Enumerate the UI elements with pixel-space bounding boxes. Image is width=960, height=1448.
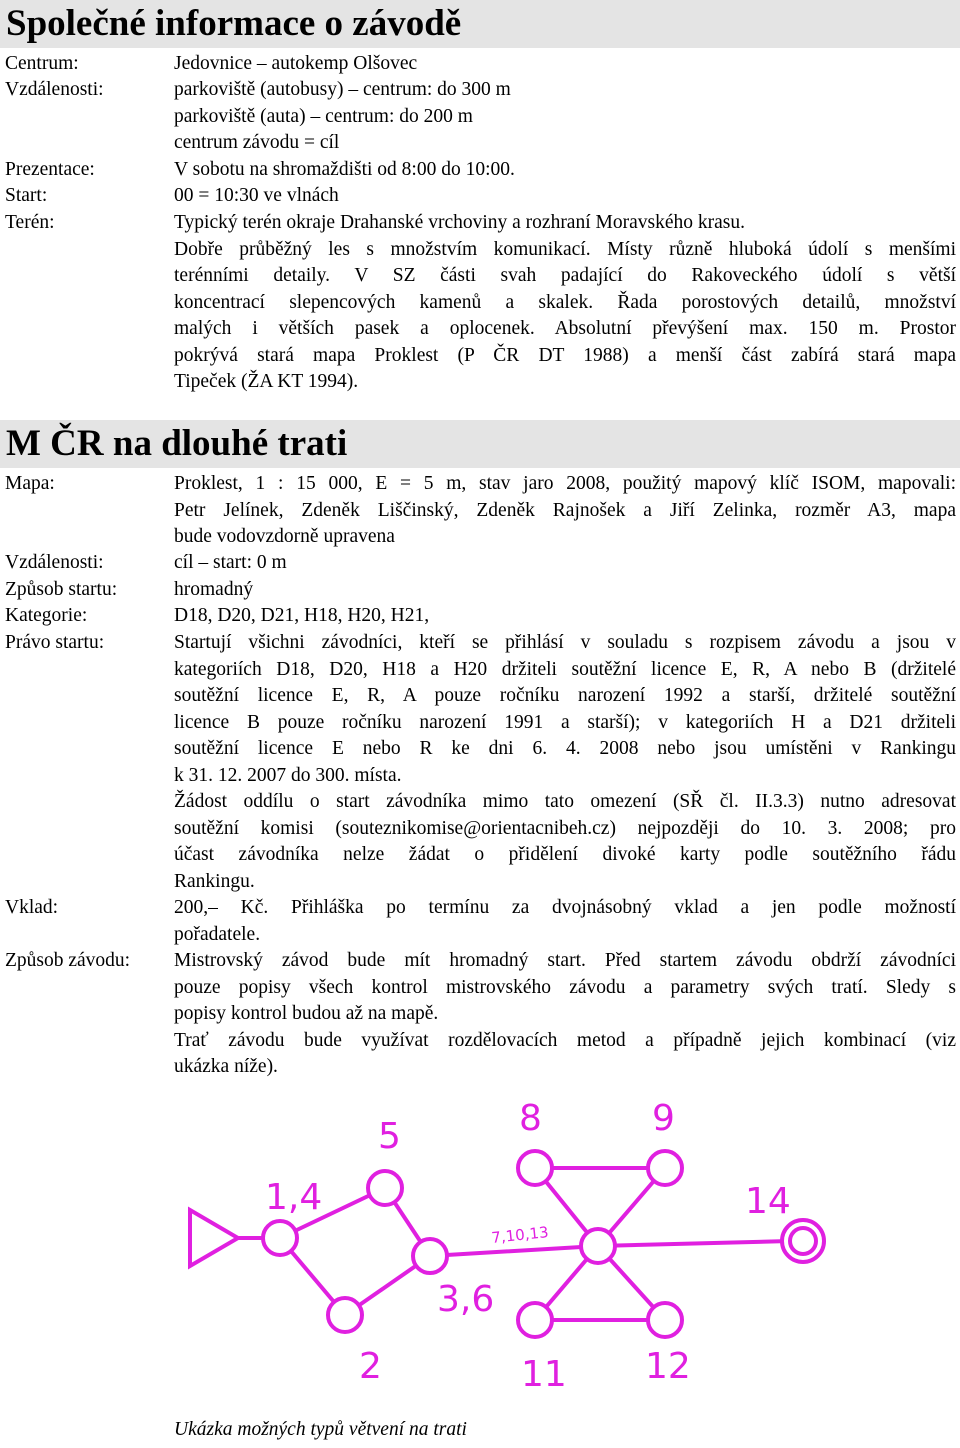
- text-line: Petr Jelínek, Zdeněk Liščinský, Zdeněk Rajnošek a Jiří Zelinka, rozměr A3, mapa: [174, 499, 956, 521]
- label-zpusob-startu: Způsob startu:: [5, 579, 118, 600]
- label-control-9: 9: [652, 1098, 675, 1139]
- text-line: pořadatele.: [174, 923, 261, 945]
- value-start: [174, 183, 956, 210]
- value-prezentace: [174, 157, 956, 184]
- text-line: Dobře průběžný les s množstvím komunikací. Místy různě hluboká údolí s menšími: [174, 238, 956, 260]
- edge-c36-c71013: [430, 1246, 598, 1256]
- section-heading-mcr: M ČR na dlouhé trati: [0, 420, 960, 468]
- control-7-10-13: [581, 1229, 615, 1263]
- text-line: ukázka níže).: [174, 1056, 278, 1077]
- label-pravo-startu: Právo startu:: [5, 632, 105, 653]
- text-line: k 31. 12. 2007 do 300. místa.: [174, 764, 402, 786]
- control-11: [518, 1303, 552, 1337]
- text-line: cíl – start: 0 m: [174, 552, 287, 573]
- label-vzdalenosti: Vzdálenosti:: [5, 79, 104, 100]
- label-control-12: 12: [645, 1346, 691, 1387]
- value-pravo-startu: [174, 630, 956, 895]
- text-line: centrum závodu = cíl: [174, 132, 340, 153]
- label-mapa: Mapa:: [5, 473, 55, 494]
- value-zpusob-startu: [174, 577, 956, 604]
- control-3-6: [413, 1239, 447, 1273]
- text-line: soutěžní licence E nebo R ke dni 6. 4. 2008 nebo jsou umístěni v Rankingu: [174, 738, 956, 759]
- text-line: V sobotu na shromaždišti od 8:00 do 10:00.: [174, 159, 515, 180]
- diagram-caption: Ukázka možných typů větvení na trati: [174, 1419, 467, 1440]
- text-line: D18, D20, D21, H18, H20, H21,: [174, 605, 430, 626]
- label-control-5: 5: [378, 1116, 401, 1157]
- value-kategorie: [174, 603, 956, 630]
- label-control-2: 2: [359, 1346, 382, 1387]
- control-9: [648, 1151, 682, 1185]
- label-zpusob-zavodu: Způsob závodu:: [5, 950, 131, 971]
- course-branching-diagram: [0, 1090, 960, 1410]
- finish-inner-circle: [790, 1228, 816, 1254]
- text-line: Žádost oddílu o start závodníka mimo tato omezení (SŘ čl. II.3.3) nutno adresovat: [174, 791, 956, 812]
- text-line: parkoviště (auta) – centrum: do 200 m: [174, 105, 473, 127]
- label-vzdalenosti-2: Vzdálenosti:: [5, 552, 104, 573]
- control-8: [518, 1151, 552, 1185]
- text-line: pokrývá stará mapa Proklest (P ČR DT 1988) a menší část zabírá stará mapa: [174, 344, 956, 366]
- label-start: Start:: [5, 185, 48, 206]
- text-line: soutěžní licence E, R, A pouze ročníku narození 1992 a starší, držitelé soutěžní: [174, 685, 956, 706]
- text-line: Jedovnice – autokemp Olšovec: [174, 53, 418, 74]
- label-vklad: Vklad:: [5, 897, 59, 918]
- label-teren: Terén:: [5, 212, 55, 233]
- text-line: Tipeček (ŽA KT 1994).: [174, 371, 359, 392]
- text-line: Proklest, 1 : 15 000, E = 5 m, stav jaro 2008, použitý mapový klíč ISOM, mapovali:: [174, 473, 956, 494]
- text-line: Mistrovský závod bude mít hromadný start. Před startem závodu obdrží závodníci: [174, 950, 956, 971]
- text-line: Trať závodu bude využívat rozdělovacích metod a případně jejich kombinací (viz: [174, 1029, 956, 1051]
- label-centrum: Centrum:: [5, 53, 79, 74]
- label-control-3-6: 3,6: [437, 1279, 495, 1320]
- text-line: popisy kontrol budou až na mapě.: [174, 1003, 439, 1024]
- text-line: licence B pouze ročníku narození 1991 a starší); v kategoriích H a D21 držiteli: [174, 711, 956, 733]
- section-heading-general: Společné informace o závodě: [0, 0, 960, 48]
- text-line: pouze popisy všech kontrol mistrovského závodu a parametry svých tratí. Sledy s: [174, 976, 956, 998]
- control-12: [648, 1303, 682, 1337]
- label-control-8: 8: [519, 1098, 542, 1139]
- label-kategorie: Kategorie:: [5, 605, 88, 626]
- start-triangle: [190, 1210, 238, 1266]
- text-line: malých i větších pasek a oplocenek. Absolutní převýšení max. 150 m. Prostor: [174, 318, 956, 339]
- text-line: 200,– Kč. Přihláška po termínu za dvojnásobný vklad a jen podle možností: [174, 897, 956, 918]
- label-control-1-4: 1,4: [265, 1177, 323, 1218]
- value-vzdalenosti-2: [174, 550, 956, 577]
- value-vzdalenosti: [174, 77, 956, 157]
- label-control-7-10-13: 7,10,13: [490, 1223, 550, 1247]
- text-line: parkoviště (autobusy) – centrum: do 300 m: [174, 79, 511, 100]
- label-finish-14: 14: [745, 1181, 791, 1222]
- value-centrum: [174, 51, 956, 78]
- control-2: [328, 1298, 362, 1332]
- label-control-11: 11: [521, 1354, 567, 1395]
- value-mapa: [174, 471, 956, 551]
- text-line: koncentrací slepencových kamenů a skalek. Řada porostových detailů, množství: [174, 291, 956, 313]
- text-line: soutěžní komisi (souteznikomise@orientacnibeh.cz) nejpozději do 10. 3. 2008; pro: [174, 817, 956, 839]
- text-line: Typický terén okraje Drahanské vrchoviny a rozhraní Moravského krasu.: [174, 212, 745, 233]
- value-zpusob-zavodu: [174, 948, 956, 1081]
- text-line: hromadný: [174, 579, 254, 600]
- text-line: účast závodníka nelze žádat o přidělení divoké karty podle soutěžního řádu: [174, 844, 956, 865]
- control-1-4: [263, 1221, 297, 1255]
- value-vklad: [174, 895, 956, 948]
- text-line: Rankingu.: [174, 870, 255, 892]
- text-line: Startují všichni závodníci, kteří se přihlásí v souladu s rozpisem závodu a jsou v: [174, 632, 956, 653]
- text-line: kategoriích D18, D20, H18 a H20 držiteli soutěžní licence E, R, A nebo B (držitelé: [174, 658, 956, 680]
- control-5: [368, 1171, 402, 1205]
- label-prezentace: Prezentace:: [5, 159, 95, 180]
- text-line: 00 = 10:30 ve vlnách: [174, 185, 339, 206]
- text-line: terénními detaily. V SZ části svah padající do Rakoveckého údolí s větší: [174, 265, 956, 286]
- text-line: bude vodovzdorně upravena: [174, 526, 395, 547]
- edge-c71013-finish: [598, 1241, 790, 1246]
- value-teren: [174, 210, 956, 396]
